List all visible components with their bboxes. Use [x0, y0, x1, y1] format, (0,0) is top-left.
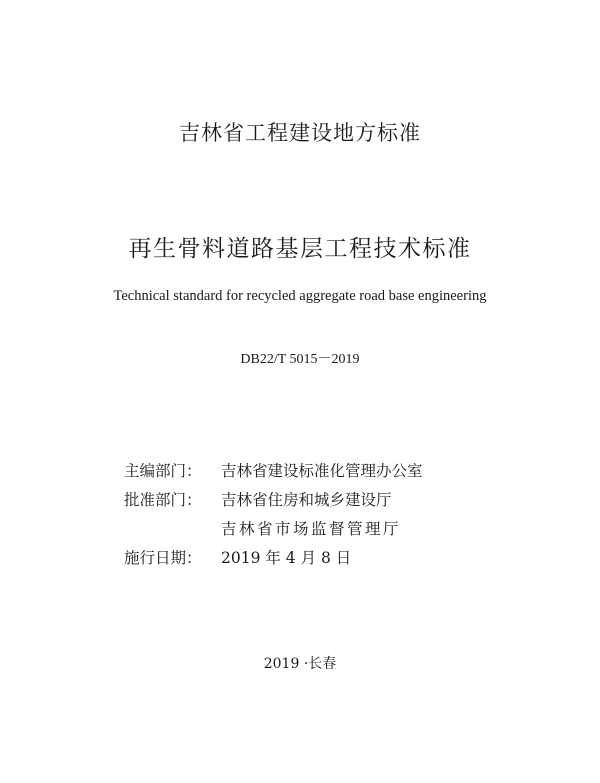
effective-date-row	[124, 542, 423, 571]
approver-label: 批准部门：	[124, 490, 202, 509]
issuer-heading: 吉林省工程建设地方标准	[179, 121, 421, 145]
editor-label: 主编部门：	[124, 461, 202, 480]
approver-row-2	[124, 513, 423, 542]
imprint-footer: 2019 ·长春	[263, 656, 337, 672]
editor-row	[124, 455, 423, 484]
approver-value-2: 吉林省市场监督管理厅	[221, 519, 402, 538]
approver-row	[124, 484, 423, 513]
standard-title-english: Technical standard for recycled aggregate road base engineering	[113, 288, 487, 304]
standard-title-chinese: 再生骨料道路基层工程技术标准	[128, 236, 472, 262]
standard-code: DB22/T 5015－2019	[240, 352, 360, 367]
publication-info	[124, 455, 423, 571]
editor-value: 吉林省建设标准化管理办公室	[221, 461, 423, 480]
approver-value-1: 吉林省住房和城乡建设厅	[221, 490, 392, 509]
effective-date-label: 施行日期：	[124, 548, 202, 567]
effective-date-value: 2019 年 4 月 8 日	[221, 548, 352, 567]
